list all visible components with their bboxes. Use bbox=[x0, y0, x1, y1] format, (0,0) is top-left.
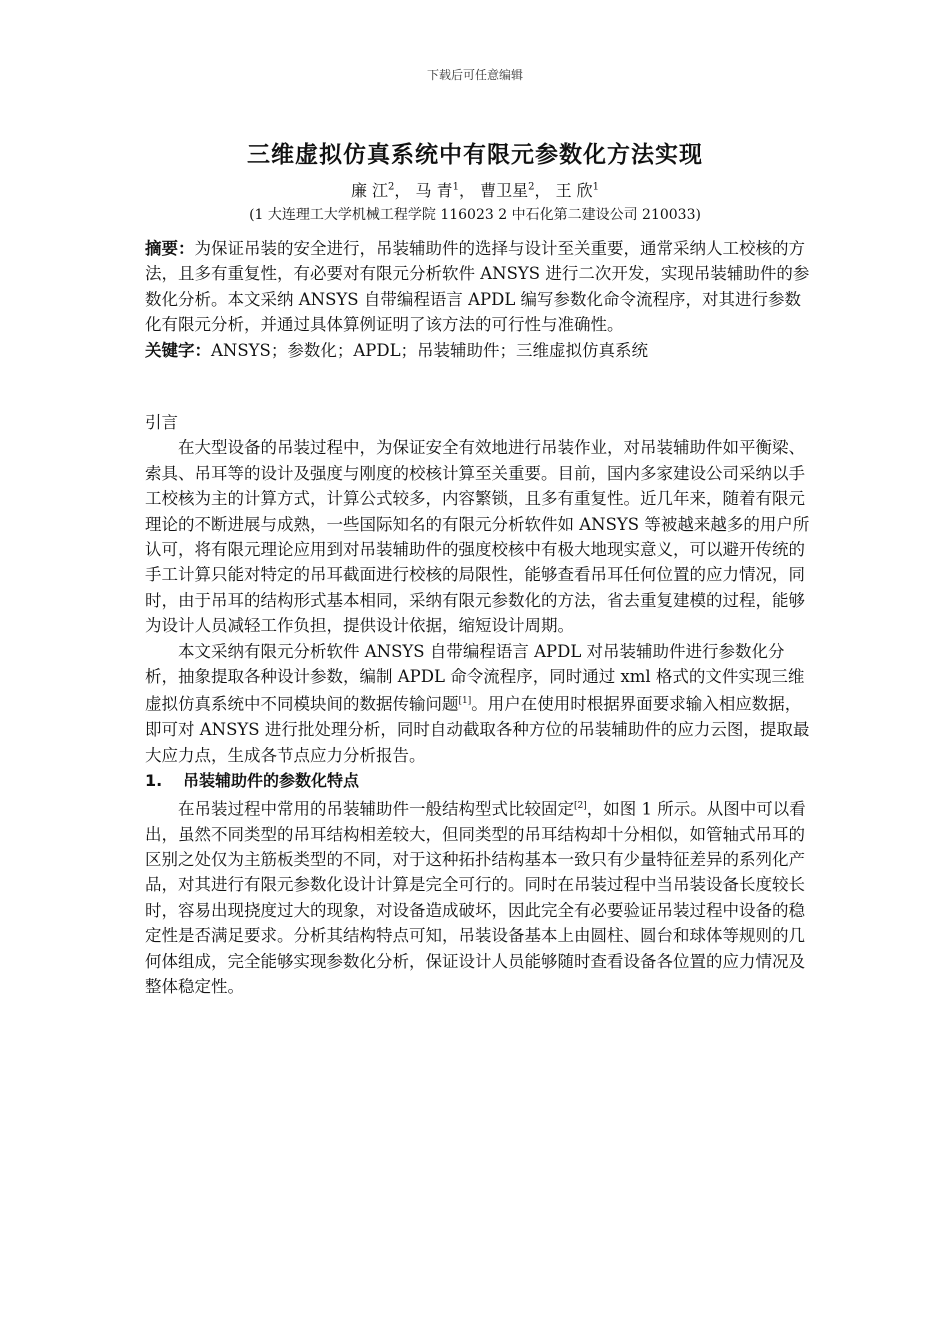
author-name: 廉 江 bbox=[350, 181, 389, 200]
author-name: 王 欣 bbox=[555, 181, 593, 200]
abstract bbox=[145, 236, 817, 338]
abstract-text: 为保证吊装的安全进行，吊装辅助件的选择与设计至关重要，通常采纳人工校核的方法，且多有重复性，有必要对有限元分析软件 ANSYS 进行二次开发，实现吊装辅助件的参数化分析。本文采纳 ANSYS 自带编程语言 APDL 编写参数化命令流程序，对其进行参数化有限元分析，并通过具体算例证明了该方法的可行性与准确性。 bbox=[145, 239, 810, 335]
author-name: 马 青 bbox=[415, 181, 453, 200]
citation-ref: [2] bbox=[574, 800, 587, 811]
author-affil-sup: 1 bbox=[452, 181, 459, 193]
keywords-label: 关键字： bbox=[145, 340, 211, 360]
intro-paragraph-2-text-a: 本文采纳有限元分析软件 ANSYS 自带编程语言 APDL 对吊装辅助件进行参数化分析，抽象提取各种设计参数，编制 APDL 命令流程序，同时通过 xml 格式的文件实现三维虚拟仿真系统中不同模块间的数据传输问题 bbox=[145, 641, 805, 714]
header-note: 下载后可任意编辑 bbox=[426, 68, 523, 82]
author-affil-sup: 2 bbox=[528, 181, 535, 193]
intro-paragraph-1: 在大型设备的吊装过程中，为保证安全有效地进行吊装作业，对吊装辅助件如平衡梁、索具、吊耳等的设计及强度与刚度的校核计算至关重要。目前，国内多家建设公司采纳以手工校核为主的计算方式，计算公式较多，内容繁锁，且多有重复性。近几年来，随着有限元理论的不断进展与成熟，一些国际知名的有限元分析软件如 ANSYS 等被越来越多的用户所认可，将有限元理论应用到对吊装辅助件的强度校核中有极大地现实意义，可以避开传统的手工计算只能对特定的吊耳截面进行校核的局限性，能够查看吊耳任何位置的应力情况，同时，由于吊耳的结构形式基本相同，采纳有限元参数化的方法，省去重复建模的过程，能够为设计人员减轻工作负担，提供设计依据，缩短设计周期。 bbox=[145, 438, 810, 636]
keywords bbox=[145, 338, 817, 363]
keywords-text: ANSYS；参数化；APDL；吊装辅助件；三维虚拟仿真系统 bbox=[211, 340, 649, 360]
author-affil-sup: 2 bbox=[388, 181, 395, 193]
section-1-text-b: ，如图 1 所示。从图中可以看出，虽然不同类型的吊耳结构相差较大，但同类型的吊耳结构却十分相似，如管轴式吊耳的区别之处仅为主筋板类型的不同，对于这种拓扑结构基本一致只有少量特征差异的系列化产品，对其进行有限元参数化设计计算是完全可行的。同时在吊装过程中当吊装设备长度较长时，容易出现挠度过大的现象，对设备造成破坏，因此完全有必要验证吊装过程中设备的稳定性是否满足要求。分析其结构特点可知，吊装设备基本上由圆柱、圆台和球体等规则的几何体组成，完全能够实现参数化分析，保证设计人员能够随时查看设备各位置的应力情况及整体稳定性。 bbox=[145, 799, 806, 996]
affiliation: (1 大连理工大学机械工程学院 116023 2 中石化第二建设公司 210033) bbox=[249, 207, 701, 223]
author-affil-sup: 1 bbox=[592, 181, 600, 193]
section-1-heading bbox=[145, 768, 817, 793]
main-body bbox=[145, 410, 817, 999]
citation-ref: [1] bbox=[458, 696, 472, 707]
intro-paragraph-2-text-b: 。用户在使用时根据界面要求输入相应数据，即可对 ANSYS 进行批处理分析，同时自动截取各种方位的吊装辅助件的应力云图，提取最大应力点，生成各节点应力分析报告。 bbox=[145, 694, 810, 765]
abstract-block bbox=[145, 236, 817, 363]
section-1-text-a: 在吊装过程中常用的吊装辅助件一般结构型式比较固定 bbox=[178, 799, 574, 819]
section-title: 吊装辅助件的参数化特点 bbox=[183, 771, 360, 791]
section-number: 1. bbox=[145, 771, 163, 791]
intro-paragraph-2 bbox=[145, 639, 817, 769]
section-1-paragraph bbox=[145, 794, 817, 1000]
abstract-label: 摘要： bbox=[145, 239, 195, 258]
author-name: 曹卫星 bbox=[480, 181, 529, 200]
paper-title: 三维虚拟仿真系统中有限元参数化方法实现 bbox=[247, 142, 703, 168]
author-list: 廉 江$^2$， 马 青$^1$， 曹卫星$^2$， 王 欣$^1$ bbox=[350, 181, 600, 200]
intro-heading: 引言 bbox=[145, 413, 178, 432]
